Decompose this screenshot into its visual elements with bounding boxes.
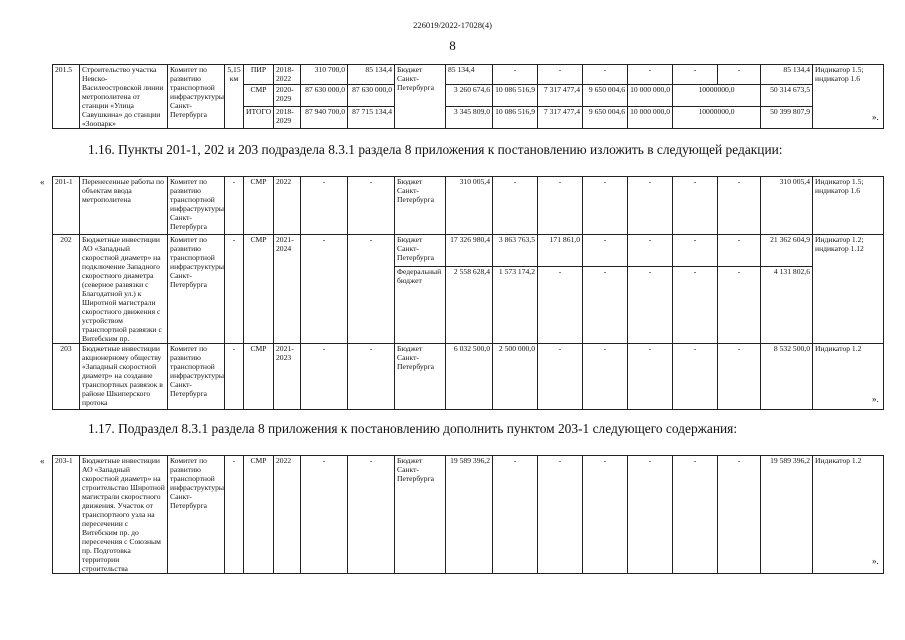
row-total: 85 134,4 <box>761 65 813 85</box>
years: 2021-2023 <box>274 344 301 410</box>
table-items-201-1-202-203 <box>52 176 884 410</box>
table-row <box>53 177 884 235</box>
table-item-203-1 <box>52 455 884 574</box>
value: - <box>673 456 718 574</box>
value: - <box>583 266 628 343</box>
capacity: - <box>225 177 244 235</box>
executor: Комитет по развитию транспортной инфраструктуры Санкт-Петербурга <box>168 344 225 410</box>
value: 10 000 000,0 <box>628 106 673 128</box>
years: 2022 <box>274 177 301 235</box>
row-total: 8 532 500,0 <box>761 344 813 410</box>
value: 7 317 477,4 <box>538 84 583 106</box>
value: 171 861,0 <box>538 235 583 267</box>
cost: - <box>301 344 348 410</box>
opening-quote: « <box>40 456 45 466</box>
rest: - <box>348 456 395 574</box>
value: - <box>583 456 628 574</box>
row-total: 310 005,4 <box>761 177 813 235</box>
capacity: 5,15 км <box>225 65 244 129</box>
value: 3 260 674,6 <box>446 84 493 106</box>
value: - <box>583 177 628 235</box>
indicator: Индикатор 1.2; индикатор 1.12 <box>813 235 884 344</box>
value: - <box>493 65 538 85</box>
years: 2022 <box>274 456 301 574</box>
stage: СМР <box>244 84 274 106</box>
closing-quote: ». <box>872 394 879 404</box>
value: - <box>538 177 583 235</box>
years: 2018-2029 <box>274 106 301 128</box>
item-name: Строительство участка Невско-Василеостровской линии метрополитена от станции «Улица Савушкина» до станции «Зоопарк» <box>80 65 168 129</box>
document-number: 226019/2022-17028(4) <box>413 20 492 30</box>
indicator: Индикатор 1.2 <box>813 456 884 574</box>
rest: 87 715 134,4 <box>348 106 395 128</box>
rest: - <box>348 177 395 235</box>
value: - <box>718 266 761 343</box>
funding-source: Бюджет Санкт-Петербурга <box>395 177 446 235</box>
value: - <box>628 65 673 85</box>
value: - <box>583 65 628 85</box>
stage: СМР <box>244 456 274 574</box>
table-item-201-5 <box>52 64 884 129</box>
value: 2 558 628,4 <box>446 266 493 343</box>
rest: 85 134,4 <box>348 65 395 85</box>
value: - <box>493 456 538 574</box>
closing-quote: ». <box>872 556 879 566</box>
indicator: Индикатор 1.5; индикатор 1.6 <box>813 177 884 235</box>
rest: - <box>348 235 395 344</box>
stage: СМР <box>244 344 274 410</box>
value: - <box>718 344 761 410</box>
table-row <box>53 456 884 574</box>
value: - <box>673 65 718 85</box>
capacity: - <box>225 235 244 344</box>
value: - <box>538 266 583 343</box>
value: - <box>628 266 673 343</box>
value: - <box>583 235 628 267</box>
value: - <box>718 235 761 267</box>
item-name: Бюджетные инвестиции АО «Западный скоростной диаметр» на строительство Широтной магистрали скоростного движения. Участок от транспортного узла на пересечении с Витебским пр. до пересечения с Союзным пр. Подготовка территории строительства <box>80 456 168 574</box>
table-row <box>53 344 884 410</box>
cost: 310 700,0 <box>301 65 348 85</box>
rest: - <box>348 344 395 410</box>
value: 9 650 004,6 <box>583 84 628 106</box>
value: 85 134,4 <box>446 65 493 85</box>
item-name: Бюджетные инвестиции акционерному обществу «Западный скоростной диаметр» на создание транспортных развязок в районе Шкиперского протока <box>80 344 168 410</box>
cost: 87 940 700,0 <box>301 106 348 128</box>
item-name: Перенесенные работы по объектам ввода метрополитена <box>80 177 168 235</box>
value: - <box>673 344 718 410</box>
value: 10 000 000,0 <box>628 84 673 106</box>
cost: - <box>301 456 348 574</box>
value: - <box>628 235 673 267</box>
capacity: - <box>225 456 244 574</box>
value: 7 317 477,4 <box>538 106 583 128</box>
stage: ПИР <box>244 65 274 85</box>
value: 10 086 516,9 <box>493 106 538 128</box>
section-heading-1-16: 1.16. Пункты 201-1, 202 и 203 подраздела 8.3.1 раздела 8 приложения к постановлению изложить в следующей редакции: <box>88 142 783 157</box>
value: - <box>718 177 761 235</box>
value: - <box>493 177 538 235</box>
funding-source: Федеральный бюджет <box>395 266 446 343</box>
item-number: 201-1 <box>53 177 80 235</box>
item-number: 201.5 <box>53 65 80 129</box>
indicator: Индикатор 1.5; индикатор 1.6 <box>813 65 884 129</box>
table-row <box>53 65 884 85</box>
value: 1 573 174,2 <box>493 266 538 343</box>
value: - <box>538 456 583 574</box>
value: 9 650 004,6 <box>583 106 628 128</box>
value: 10000000,0 <box>673 106 761 128</box>
value: - <box>673 266 718 343</box>
value: 19 589 396,2 <box>446 456 493 574</box>
stage: ИТОГО <box>244 106 274 128</box>
value: 10000000,0 <box>673 84 761 106</box>
executor: Комитет по развитию транспортной инфраструктуры Санкт-Петербурга <box>168 65 225 129</box>
value: - <box>673 177 718 235</box>
value: - <box>673 235 718 267</box>
row-total: 50 314 673,5 <box>761 84 813 106</box>
section-heading-1-17: 1.17. Подраздел 8.3.1 раздела 8 приложения к постановлению дополнить пунктом 203-1 следующего содержания: <box>88 421 738 436</box>
value: 10 086 516,9 <box>493 84 538 106</box>
table-row <box>53 235 884 267</box>
years: 2020-2029 <box>274 84 301 106</box>
row-total: 19 589 396,2 <box>761 456 813 574</box>
indicator: Индикатор 1.2 <box>813 344 884 410</box>
funding-source: Бюджет Санкт-Петербурга <box>395 344 446 410</box>
value: - <box>583 344 628 410</box>
rest: 87 630 000,0 <box>348 84 395 106</box>
stage: СМР <box>244 235 274 344</box>
stage: СМР <box>244 177 274 235</box>
funding-source: Бюджет Санкт-Петербурга <box>395 65 446 129</box>
value: 3 863 763,5 <box>493 235 538 267</box>
executor: Комитет по развитию транспортной инфраструктуры Санкт-Петербурга <box>168 177 225 235</box>
years: 2018-2022 <box>274 65 301 85</box>
item-number: 202 <box>53 235 80 344</box>
value: - <box>538 344 583 410</box>
executor: Комитет по развитию транспортной инфраструктуры Санкт-Петербурга <box>168 456 225 574</box>
row-total: 50 399 807,9 <box>761 106 813 128</box>
value: 3 345 809,0 <box>446 106 493 128</box>
cost: 87 630 000,0 <box>301 84 348 106</box>
page-number: 8 <box>449 38 456 53</box>
item-number: 203-1 <box>53 456 80 574</box>
item-number: 203 <box>53 344 80 410</box>
closing-quote: ». <box>872 112 879 122</box>
value: 17 326 980,4 <box>446 235 493 267</box>
item-name: Бюджетные инвестиции АО «Западный скоростной диаметр» на подключение Западного скоростного диаметра (северное развязки с Благодатной ул.) к Широтной магистрали скоростного движения с устройством транспортной развязки с Витебским пр. <box>80 235 168 344</box>
value: - <box>718 456 761 574</box>
funding-source: Бюджет Санкт-Петербурга <box>395 235 446 267</box>
years: 2021-2024 <box>274 235 301 344</box>
cost: - <box>301 235 348 344</box>
value: - <box>628 177 673 235</box>
value: - <box>628 344 673 410</box>
opening-quote: « <box>40 177 45 187</box>
value: 6 032 500,0 <box>446 344 493 410</box>
capacity: - <box>225 344 244 410</box>
value: 2 500 000,0 <box>493 344 538 410</box>
row-total: 21 362 604,9 <box>761 235 813 267</box>
value: - <box>628 456 673 574</box>
value: 310 005,4 <box>446 177 493 235</box>
value: - <box>718 65 761 85</box>
row-total: 4 131 802,6 <box>761 266 813 343</box>
cost: - <box>301 177 348 235</box>
funding-source: Бюджет Санкт-Петербурга <box>395 456 446 574</box>
executor: Комитет по развитию транспортной инфраструктуры Санкт-Петербурга <box>168 235 225 344</box>
value: - <box>538 65 583 85</box>
